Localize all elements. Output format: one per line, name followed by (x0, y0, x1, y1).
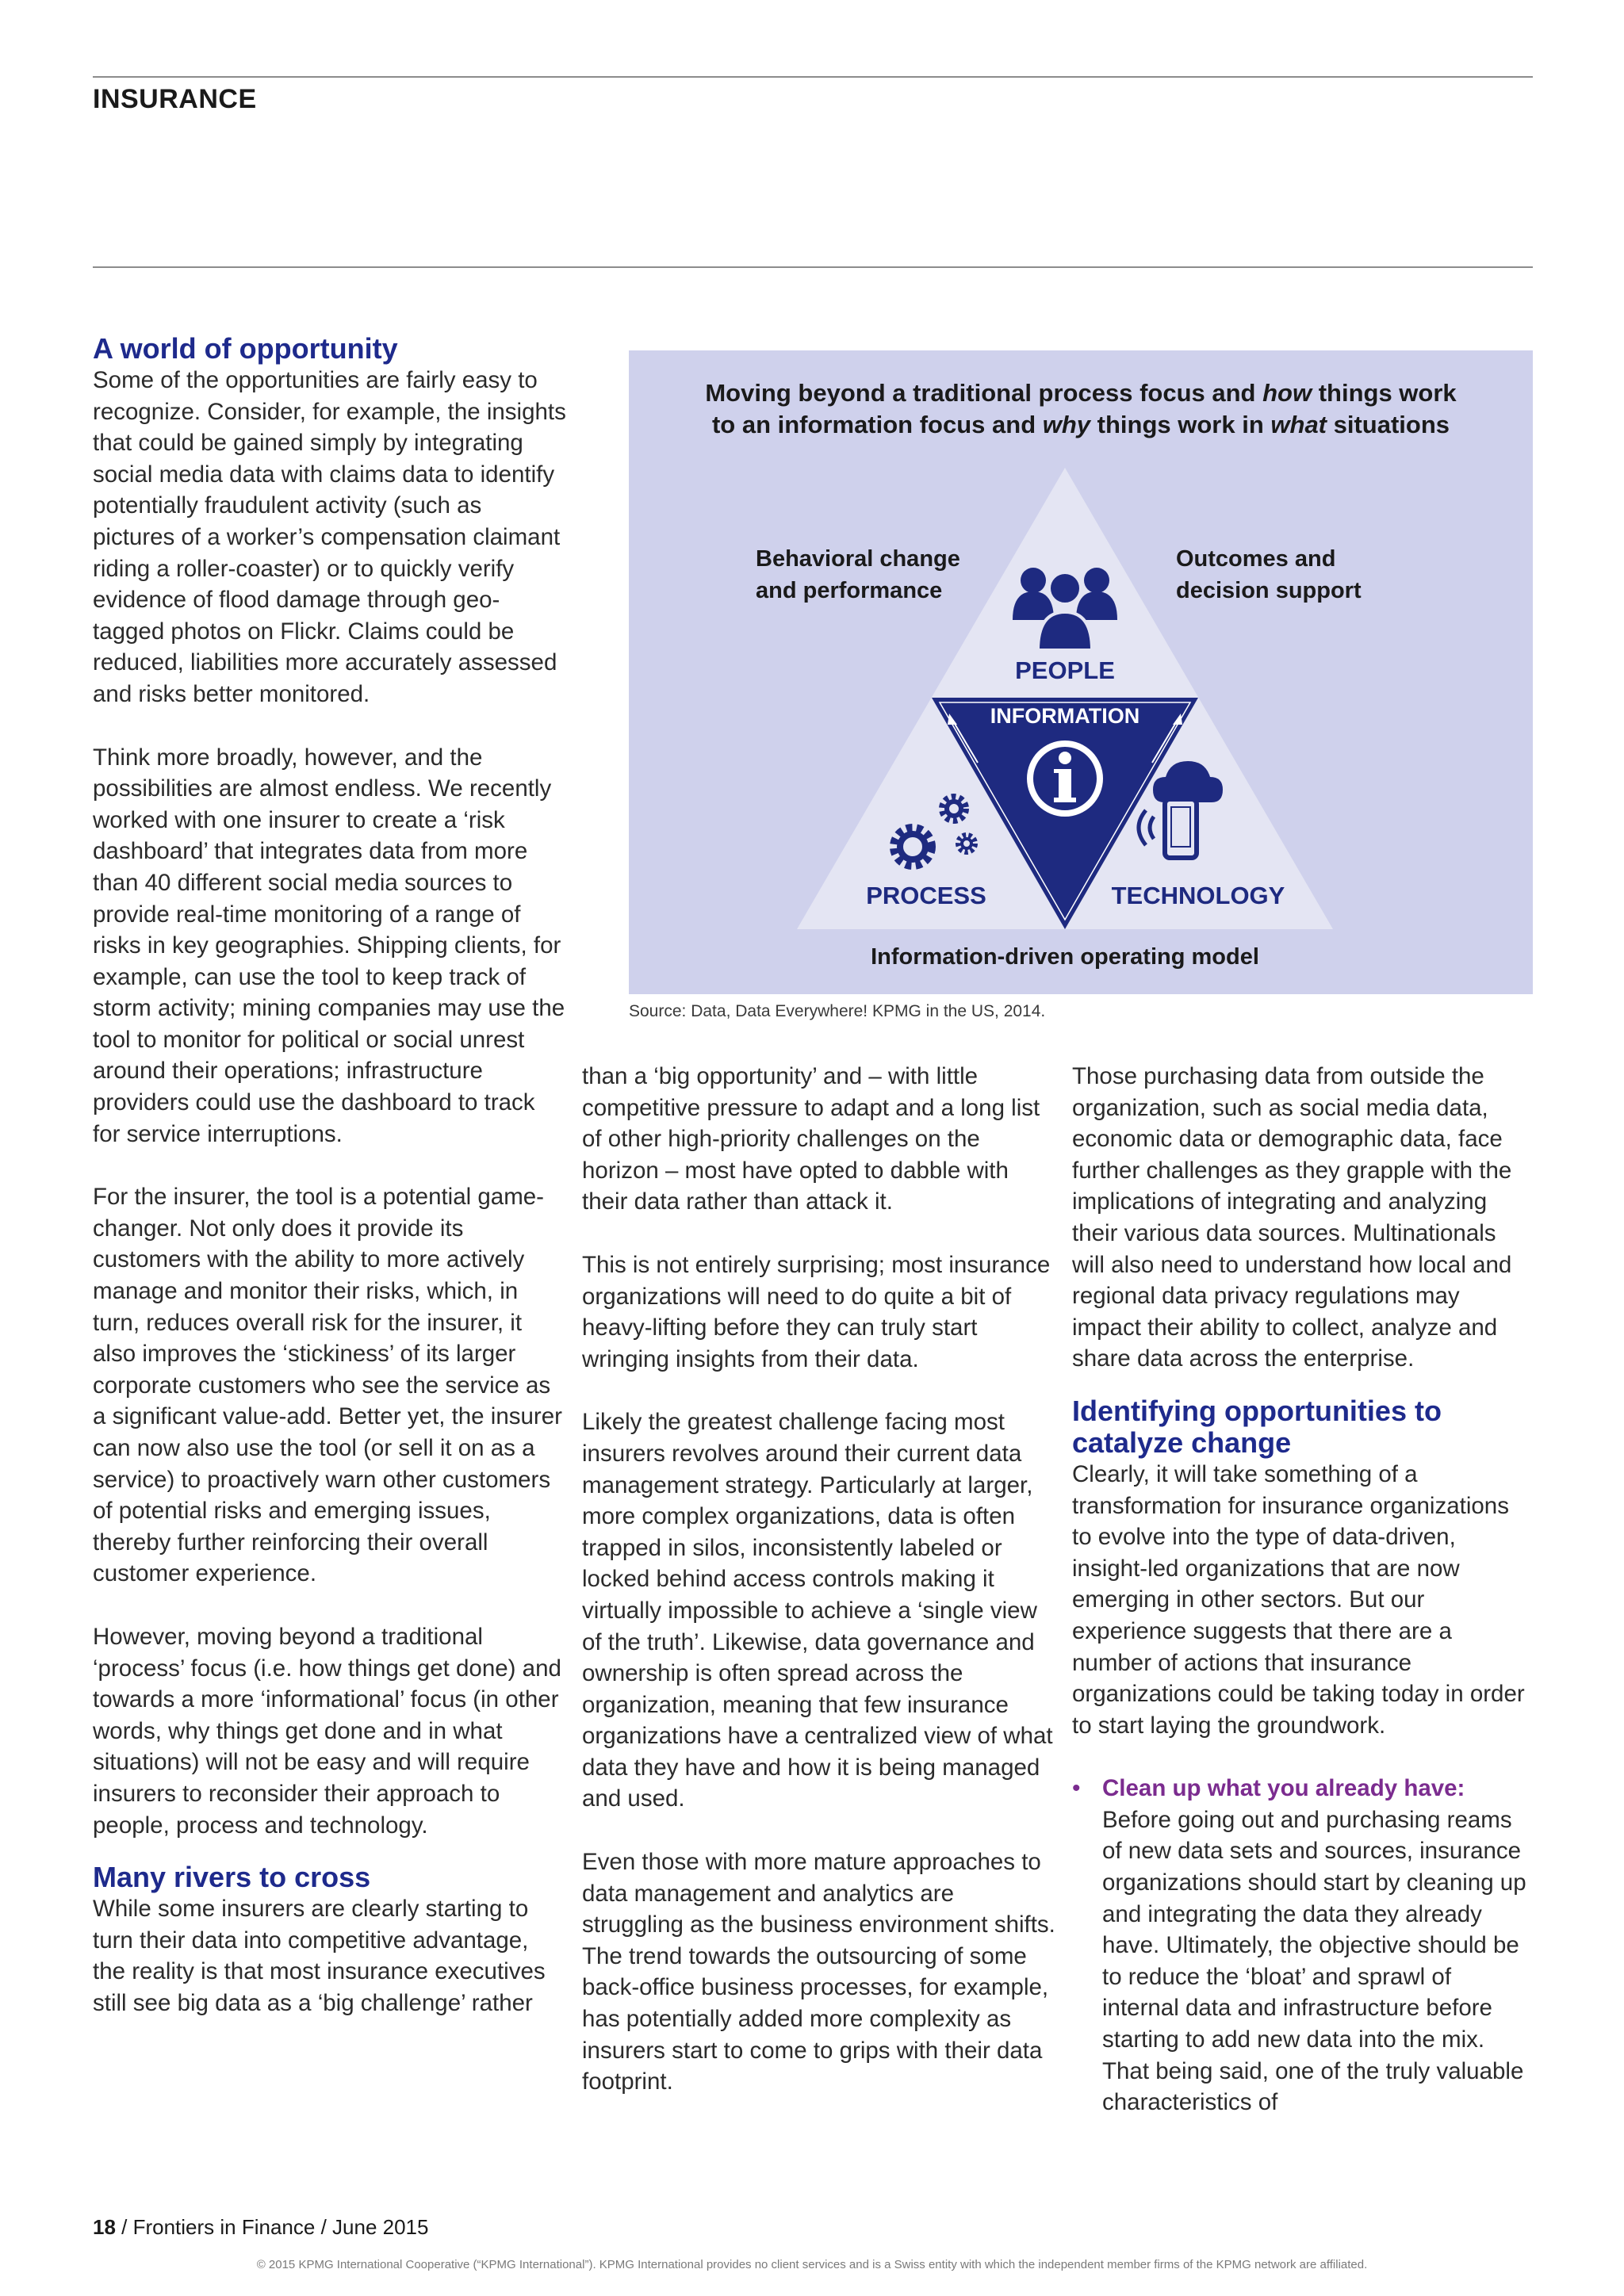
label-outcomes: Outcomes and (1176, 546, 1336, 572)
paragraph: This is not entirely surprising; most insurance organizations will need to do quite a bit of heavy-lifting before they can truly start wringing insights from their data. (582, 1251, 1051, 1372)
bullet-dot-icon: • (1072, 1775, 1081, 1802)
header-divider (93, 266, 1533, 268)
publication-name: / Frontiers in Finance / June 2015 (115, 2215, 429, 2239)
paragraph: than a ‘big opportunity’ and – with little competitive pressure to adapt and a long list of other high-priority challenges on the horizon – most have opted to dabble with their data rather than attack it. (582, 1063, 1040, 1215)
bullet-lead: Clean up what you already have: (1102, 1775, 1465, 1802)
label-technology: TECHNOLOGY (1111, 882, 1285, 909)
footer-page-info (93, 2215, 428, 2240)
column-2 (582, 1061, 1058, 2130)
label-information: INFORMATION (990, 704, 1140, 728)
top-rule (93, 76, 1533, 78)
label-model: Information-driven operating model (871, 944, 1259, 970)
heading-identifying-opportunities: Identifying opportunities to catalyze change (1072, 1394, 1442, 1459)
bullet-body (1102, 1773, 1533, 2118)
triangle-diagram (629, 350, 1533, 994)
paragraph: For the insurer, the tool is a potential game-changer. Not only does it provide its customers with the ability to more actively manage and monitor their risks, which, in turn, reduces overall risk for the insurer, it also improves the ‘stickiness’ of its larger corporate customers who see the service as a significant value-add. Better yet, the insurer can now also use the tool (or sell it on as a service) to proactively warn other customers of potential risks and emerging issues, thereby further reinforcing their overall customer experience. (93, 1184, 562, 1587)
bullet-text: Before going out and purchasing reams of new data sets and sources, insurance organizations should start by cleaning up and integrating the data they already have. Ultimately, the objective should be to reduce the ‘bloat’ and sprawl of internal data and infrastructure before starting to add new data into the mix. That being said, one of the truly valuable characteristics of (1102, 1806, 1526, 2116)
figure-source: Source: Data, Data Everywhere! KPMG in the US, 2014. (629, 1002, 1046, 1020)
page-number: 18 (93, 2215, 116, 2239)
section-label: INSURANCE (93, 84, 257, 114)
paragraph: Likely the greatest challenge facing most insurers revolves around their current data management strategy. Particularly at larger, more complex organizations, data is often trapped in silos, inconsistently labeled or locked behind access controls making it virtually impossible to achieve a ‘single view of the truth’. Likewise, data governance and ownership is often spread across the organization, meaning that few insurance organizations have a centralized view of what data they have and how it is being managed and used. (582, 1409, 1053, 1812)
bullet-item (1072, 1773, 1533, 2118)
paragraph: Clearly, it will take something of a transformation for insurance organizations to evolve into the type of data-driven, insight-led organizations that are now emerging in other sectors. But our experience suggests that there are a number of actions that insurance organizations could be taking today in order to start laying the groundwork. (1072, 1460, 1525, 1739)
paragraph: Think more broadly, however, and the possibilities are almost endless. We recently worked with one insurer to create a ‘risk dashboard’ that integrates data from more than 40 different social media sources to provide real-time monitoring of a range of risks in key geographies. Shipping clients, for example, can use the tool to keep track of storm activity; mining companies may use the tool to monitor for political or social unrest around their operations; infrastructure providers could use the dashboard to track for service interruptions. (93, 744, 565, 1147)
paragraph: Some of the opportunities are fairly easy to recognize. Consider, for example, the insights that could be gained simply by integrating social media data with claims data to identify potentially fraudulent activity (such as pictures of a worker’s compensation claimant riding a roller-coaster) or to quickly verify evidence of flood damage through geo-tagged photos on Flickr. Claims could be reduced, liabilities more accurately assessed and risks better monitored. (93, 367, 566, 707)
label-process: PROCESS (866, 882, 986, 909)
paragraph: Even those with more mature approaches to data management and analytics are struggling as the business environment shifts. The trend towards the outsourcing of some back-office business processes, for example, has potentially added more complexity as insurers start to come to grips with their data footprint. (582, 1849, 1055, 2095)
label-outcomes-2: decision support (1176, 578, 1362, 603)
column-1 (93, 333, 567, 2051)
column-3 (1072, 1061, 1533, 2118)
info-icon (1027, 740, 1103, 817)
heading-world-of-opportunity: A world of opportunity (93, 332, 398, 365)
figure-title: Moving beyond a traditional process focus and how things work to an information focus and why things work in what situations (705, 379, 1457, 438)
label-people: PEOPLE (1015, 656, 1115, 684)
paragraph: Those purchasing data from outside the organization, such as social media data, economic data or demographic data, face further challenges as they grapple with the implications of integrating and analyzing their various data sources. Multinationals will also need to understand how local and regional data privacy regulations may impact their ability to collect, analyze and share data across the enterprise. (1072, 1063, 1512, 1372)
label-behavioral-2: and performance (756, 578, 943, 603)
heading-many-rivers: Many rivers to cross (93, 1861, 371, 1894)
paragraph: However, moving beyond a traditional ‘process’ focus (i.e. how things get done) and towards a more ‘informational’ focus (in other words, why things get done and in what situations) will not be easy and will require insurers to reconsider their approach to people, process and technology. (93, 1623, 561, 1839)
figure-operating-model (629, 350, 1533, 994)
paragraph: While some insurers are clearly starting to turn their data into competitive advantage, the reality is that most insurance executives still see big data as a ‘big challenge’ rather (93, 1896, 546, 2016)
copyright-notice: © 2015 KPMG International Cooperative (“KPMG International”). KPMG International provides no client services and is a Swiss entity with which the independent member firms of the KPMG network are affiliated. (256, 2258, 1368, 2271)
label-behavioral: Behavioral change (756, 546, 960, 572)
